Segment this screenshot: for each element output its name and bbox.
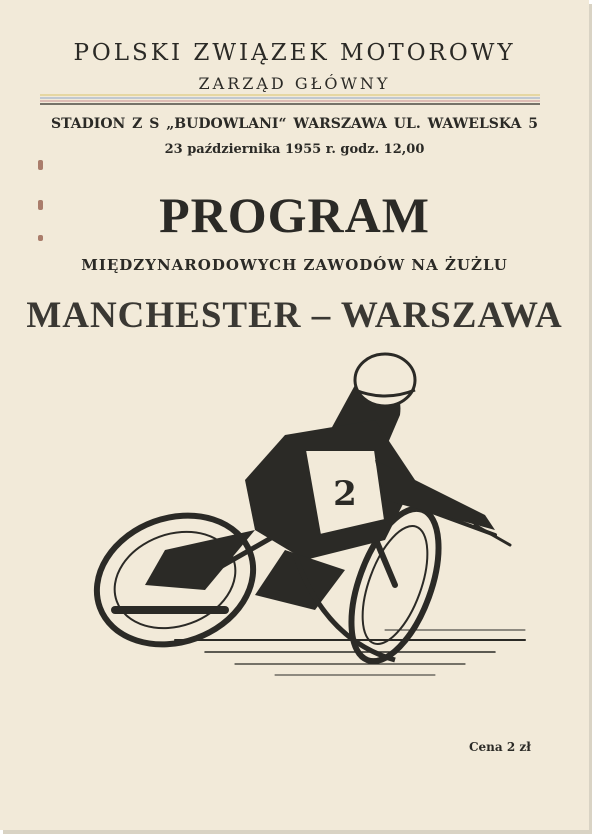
board-name: ZARZĄD GŁÓWNY [198, 74, 391, 93]
program-title: PROGRAM [159, 187, 430, 243]
speedway-rider-illustration [55, 340, 535, 700]
match-title: MANCHESTER – WARSZAWA [26, 295, 563, 336]
binding-mark [38, 160, 43, 170]
organization-name: POLSKI ZWIĄZEK MOTOROWY [73, 40, 516, 66]
date-time-line: 23 października 1955 r. godz. 12,00 [164, 142, 425, 157]
price-label: Cena 2 zł [469, 740, 531, 754]
decorative-rule [40, 94, 540, 106]
program-subtitle: MIĘDZYNARODOWYCH ZAWODÓW NA ŻUŻLU [81, 256, 508, 274]
venue-line: STADION Z S „BUDOWLANI“ WARSZAWA UL. WAWELSKA 5 [51, 116, 538, 132]
rider-number: 2 [333, 474, 357, 514]
